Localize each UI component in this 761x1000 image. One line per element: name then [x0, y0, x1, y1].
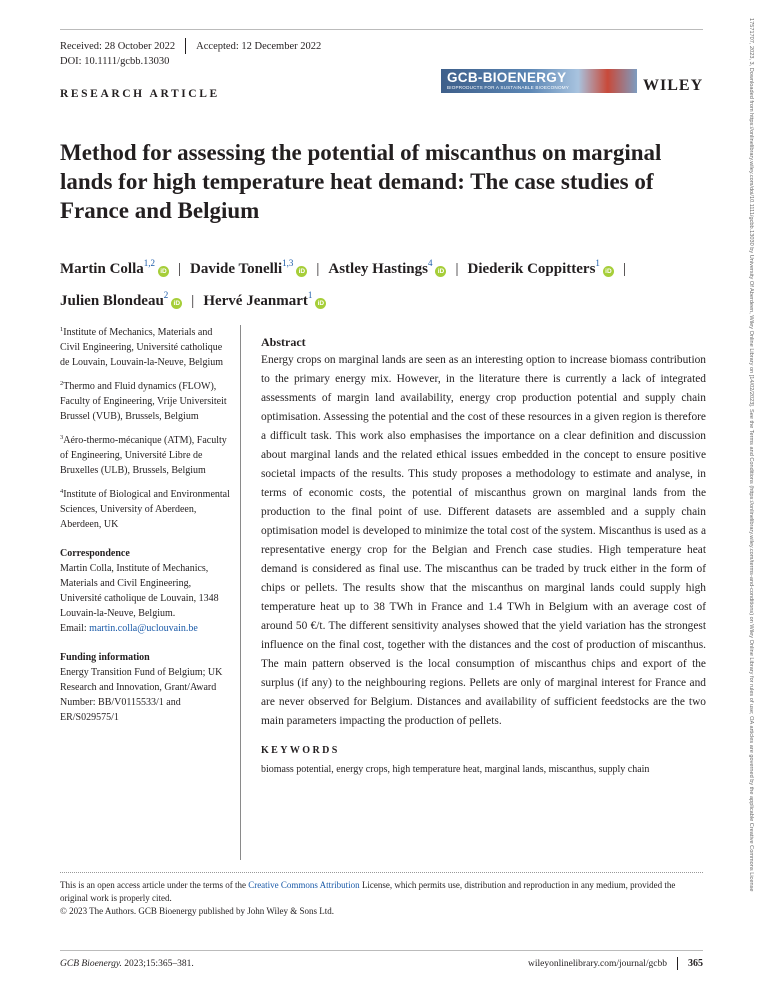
author-affiliation-ref: 2 [163, 290, 169, 300]
author-affiliation-ref: 1,3 [282, 258, 294, 268]
affiliation-number: 3 [60, 434, 64, 441]
affiliation [60, 484, 232, 532]
article-type: RESEARCH ARTICLE [60, 88, 220, 100]
page-footer [60, 957, 703, 970]
author-name: Diederik Coppitters [467, 261, 596, 277]
funding-text: Energy Transition Fund of Belgium; UK Research and Innovation, Grant/Award Number: BB/V0115533/1 and ER/S029575/1 [60, 667, 223, 723]
journal-logo-subtitle: BIOPRODUCTS FOR A SUSTAINABLE BIOECONOMY [447, 85, 570, 90]
license-footnote [60, 879, 703, 918]
author-name: Davide Tonelli [190, 261, 283, 277]
article-sidebar [60, 322, 232, 725]
creative-commons-link[interactable]: Creative Commons Attribution [248, 880, 360, 890]
volume-pages: 2023;15:365–381. [121, 958, 194, 969]
author[interactable] [328, 258, 446, 277]
author-separator: | [455, 261, 459, 277]
publisher-logo[interactable]: WILEY [643, 77, 704, 94]
paper-title: Method for assessing the potential of miscanthus on marginal lands for high temperature heat demand: The case studies of France and Belgium [60, 140, 662, 223]
journal-citation [60, 959, 194, 969]
author-name: Astley Hastings [328, 261, 428, 277]
correspondence-text: Martin Colla, Institute of Mechanics, Materials and Civil Engineering, Université catholique de Louvain, 1348 Louvain-la-Neuve, Belgium. [60, 563, 219, 619]
copyright-text: © 2023 The Authors. GCB Bioenergy published by John Wiley & Sons Ltd. [60, 906, 334, 916]
article-dates [60, 38, 321, 54]
license-text [60, 879, 703, 905]
author-separator: | [178, 261, 182, 277]
keywords-text: biomass potential, energy crops, high temperature heat, marginal lands, miscanthus, supply chain [261, 764, 650, 775]
journal-logo-title: GCB-BIOENERGY [447, 70, 567, 85]
author[interactable] [190, 258, 307, 277]
affiliation-text: Institute of Biological and Environmental Sciences, University of Aberdeen, Aberdeen, UK [60, 489, 230, 530]
license-text-before: This is an open access article under the terms of the [60, 880, 249, 890]
download-notice-strip: 17571707, 2023, 3, Downloaded from https://onlinelibrary.wiley.com/doi/10.1111/gcbb.13030 by University Of Aberdeen, Wiley Online Library on [14/02/2023]. See the Terms and Conditions (https://onlinelibrary.wiley.com/terms-and-conditions) on Wiley Online Library for rules of use; OA articles are governed by the applicable Creative Commons License [748, 18, 754, 892]
author-affiliation-ref: 1 [595, 258, 600, 268]
page-number: 365 [688, 958, 703, 969]
abstract-heading: Abstract [261, 335, 306, 349]
correspondence-heading: Correspondence [60, 548, 130, 559]
affiliation [60, 376, 232, 424]
affiliation-text: Institute of Mechanics, Materials and Civil Engineering, Université catholique de Louvain, Louvain-la-Neuve, Belgium [60, 327, 224, 368]
orcid-icon[interactable]: iD [158, 266, 169, 277]
affiliation-number: 1 [60, 326, 64, 333]
orcid-icon[interactable]: iD [296, 266, 307, 277]
author-affiliation-ref: 4 [427, 258, 433, 268]
affiliation-text: Thermo and Fluid dynamics (FLOW), Faculty of Engineering, Vrije Universiteit Brussel (VUB), Brussels, Belgium [60, 381, 227, 422]
orcid-icon[interactable]: iD [315, 298, 326, 309]
accepted-date: Accepted: 12 December 2022 [196, 40, 322, 52]
affiliation-number: 4 [60, 488, 64, 495]
footnote-rule [60, 872, 703, 873]
author-separator: | [191, 293, 195, 309]
license-text-after: License, which permits use, distribution and reproduction in any medium, provided the original work is properly cited. [60, 880, 676, 903]
author-affiliation-ref: 1 [307, 290, 313, 300]
abstract-text: Energy crops on marginal lands are seen as an interesting option to increase biomass contribution to the primary energy mix. However, in the literature there is currently a lack of integrated assessments of margin land availability, energy crop production potential and supply chain optimisation. Assessing the potential and the cost of these resources in a given region is therefore a difficult task. This work also emphasises the importance on a clear definition and discussion about marginal lands and the related ethical issues embedded in the concept to ensure positive societal impacts of the results. This study proposes a methodology to estimate and analyse, in terms of economic costs, the potential of miscanthus grown on marginal lands from the production to the final point of use. Different datasets are assembled and a supply chain optimisation model is developed to minimize the total cost of the system. Miscanthus is used as a representative energy crop for the Belgian and French case studies. High temperature heat demand is considered as final use. The miscanthus can be traded by truck either in the form of chips or pellets. The results show that the miscanthus on marginal lands could supply high temperature heat up to 38 TWh in France and 1.4 TWh in Belgium with an average cost of around 50 €/t. The different sensitivity analyses showed that the yield variation has the strongest influence on the final cost, together with the distances and the cost of production of miscanthus. The main pattern observed is the local consumption of miscanthus chips and export of the surplus (if any) to the neighbouring regions. Pellets are only of marginal interest for France and are never observed for Belgium. Distances and availability of sufficient feedstocks are the two main parameters impacting the production of pellets. [261, 354, 706, 727]
author-name: Julien Blondeau [60, 293, 164, 309]
author-list [60, 250, 710, 314]
dates-separator [185, 38, 186, 54]
journal-url[interactable]: wileyonlinelibrary.com/journal/gcbb [528, 958, 667, 969]
footer-rule [60, 950, 703, 951]
author-separator: | [316, 261, 320, 277]
journal-logo[interactable] [441, 69, 637, 93]
abstract-section [240, 325, 706, 860]
orcid-icon[interactable]: iD [603, 266, 614, 277]
author[interactable] [203, 290, 326, 309]
author-name: Hervé Jeanmart [203, 293, 308, 309]
header-rule [60, 29, 703, 30]
keywords-heading: KEYWORDS [261, 745, 340, 756]
affiliation [60, 430, 232, 478]
email-link[interactable]: martin.colla@uclouvain.be [89, 623, 198, 634]
author[interactable] [60, 258, 169, 277]
footer-separator [677, 957, 678, 970]
author[interactable] [467, 258, 614, 277]
correspondence-email-line [60, 621, 232, 636]
affiliation-number: 2 [60, 380, 64, 387]
received-date: Received: 28 October 2022 [60, 40, 176, 52]
orcid-icon[interactable]: iD [435, 266, 446, 277]
funding-heading: Funding information [60, 652, 150, 663]
author-separator: | [622, 261, 626, 277]
author-name: Martin Colla [60, 261, 144, 277]
author[interactable] [60, 290, 182, 309]
journal-name: GCB Bioenergy. [60, 958, 122, 969]
doi[interactable]: DOI: 10.1111/gcbb.13030 [60, 56, 170, 67]
affiliation [60, 322, 232, 370]
email-label: Email: [60, 623, 90, 634]
affiliation-text: Aéro-thermo-mécanique (ATM), Faculty of Engineering, Université Libre de Bruxelles (ULB), Brussels, Belgium [60, 435, 227, 476]
orcid-icon[interactable]: iD [171, 298, 182, 309]
author-affiliation-ref: 1,2 [143, 258, 155, 268]
